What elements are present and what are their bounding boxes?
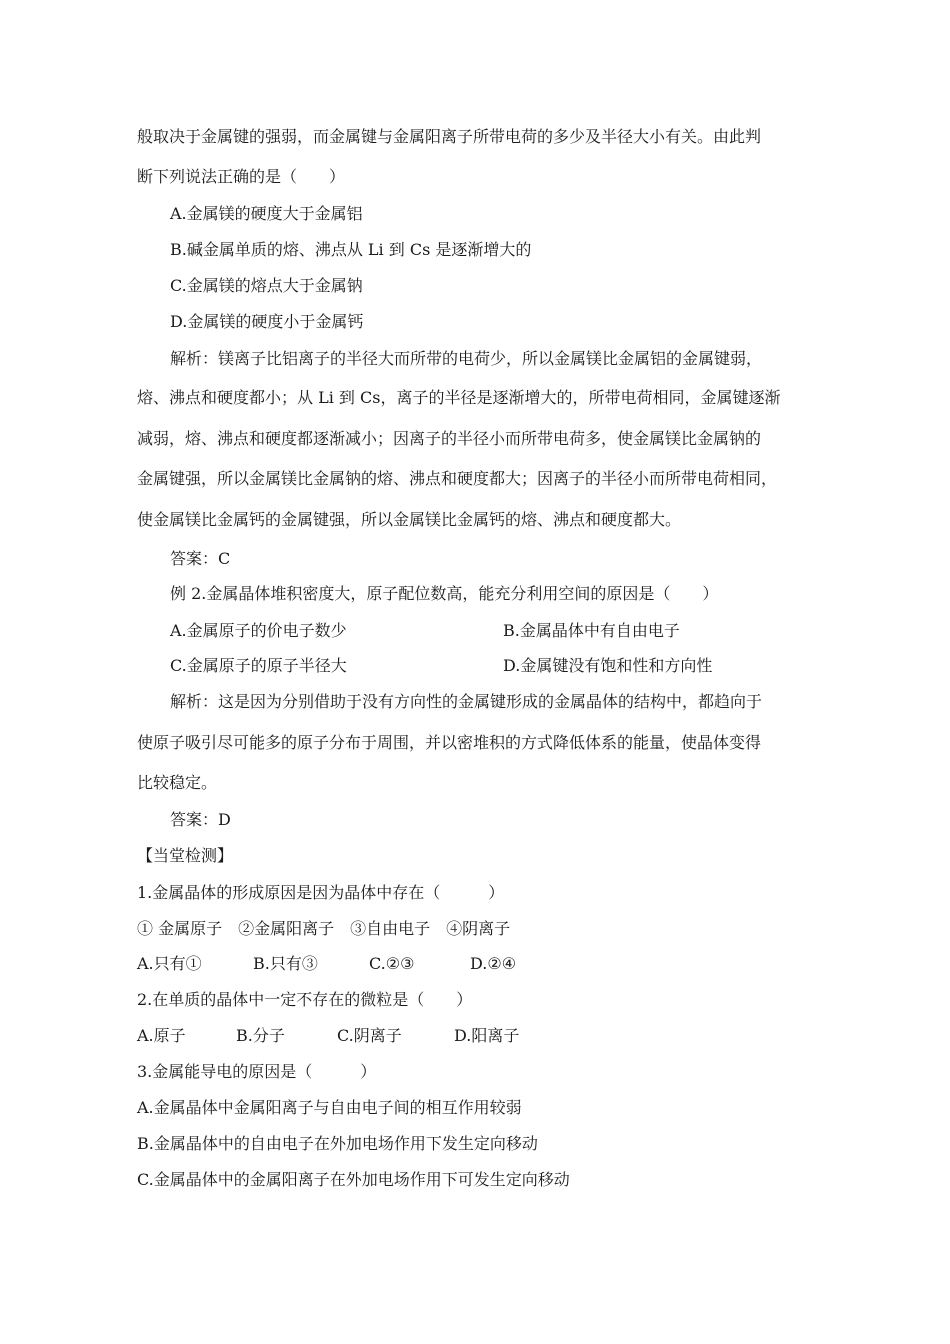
analysis1-line-5: 使金属镁比金属钙的金属键强，所以金属镁比金属钙的熔、沸点和硬度都大。 [137, 510, 682, 529]
test-q1: 1.金属晶体的形成原因是因为晶体中存在（ ） [137, 883, 505, 902]
test-q3-option-a: A.金属晶体中金属阳离子与自由电子间的相互作用较弱 [137, 1098, 522, 1117]
analysis1-line-3: 减弱，熔、沸点和硬度都逐渐减小；因离子的半径小而所带电荷多，使金属镁比金属钠的 [137, 429, 762, 448]
test-q2: 2.在单质的晶体中一定不存在的微粒是（ ） [137, 990, 473, 1009]
example2-analysis-line-2: 使原子吸引尽可能多的原子分布于周围，并以密堆积的方式降低体系的能量，使晶体变得 [137, 733, 762, 752]
test-q2-option-b: B.分子 [236, 1026, 285, 1045]
example2-option-b: B.金属晶体中有自由电子 [503, 621, 680, 640]
section-title: 【当堂检测】 [137, 846, 234, 865]
test-q1-items: ① 金属原子 ②金属阳离子 ③自由电子 ④阴离子 [137, 919, 511, 938]
test-q3: 3.金属能导电的原因是（ ） [137, 1062, 377, 1081]
answer-2: 答案：D [170, 810, 231, 829]
example2-question: 例 2.金属晶体堆积密度大，原子配位数高，能充分利用空间的原因是（ ） [170, 584, 719, 603]
analysis1-line-2: 熔、沸点和硬度都小；从 Li 到 Cs，离子的半径是逐渐增大的，所带电荷相同，金属键逐渐 [137, 388, 781, 407]
test-q1-option-c: C.②③ [369, 954, 415, 973]
intro-line-1: 般取决于金属键的强弱，而金属键与金属阳离子所带电荷的多少及半径大小有关。由此判 [137, 127, 762, 146]
analysis1-line-1: 解析：镁离子比铝离子的半径大而所带的电荷少，所以金属镁比金属铝的金属键弱， [170, 349, 763, 368]
example2-analysis-line-1: 解析：这是因为分别借助于没有方向性的金属键形成的金属晶体的结构中，都趋向于 [170, 692, 763, 711]
test-q2-option-c: C.阴离子 [337, 1026, 402, 1045]
answer-1: 答案：C [170, 549, 231, 568]
analysis1-line-4: 金属键强，所以金属镁比金属钠的熔、沸点和硬度都大；因离子的半径小而所带电荷相同， [137, 469, 778, 488]
option-d: D.金属镁的硬度小于金属钙 [170, 312, 364, 331]
test-q3-option-c: C.金属晶体中的金属阳离子在外加电场作用下可发生定向移动 [137, 1170, 570, 1189]
test-q3-option-b: B.金属晶体中的自由电子在外加电场作用下发生定向移动 [137, 1134, 538, 1153]
option-a: A.金属镁的硬度大于金属铝 [170, 204, 363, 223]
example2-option-d: D.金属键没有饱和性和方向性 [503, 656, 713, 675]
option-b: B.碱金属单质的熔、沸点从 Li 到 Cs 是逐渐增大的 [170, 240, 532, 259]
test-q2-option-d: D.阳离子 [454, 1026, 520, 1045]
test-q1-option-d: D.②④ [470, 954, 517, 973]
test-q1-option-b: B.只有③ [253, 954, 318, 973]
example2-option-a: A.金属原子的价电子数少 [170, 621, 347, 640]
option-c: C.金属镁的熔点大于金属钠 [170, 276, 363, 295]
intro-line-2: 断下列说法正确的是（ ） [137, 167, 346, 186]
example2-option-c: C.金属原子的原子半径大 [170, 656, 347, 675]
test-q2-option-a: A.原子 [137, 1026, 186, 1045]
example2-analysis-line-3: 比较稳定。 [137, 773, 218, 792]
test-q1-option-a: A.只有① [137, 954, 202, 973]
